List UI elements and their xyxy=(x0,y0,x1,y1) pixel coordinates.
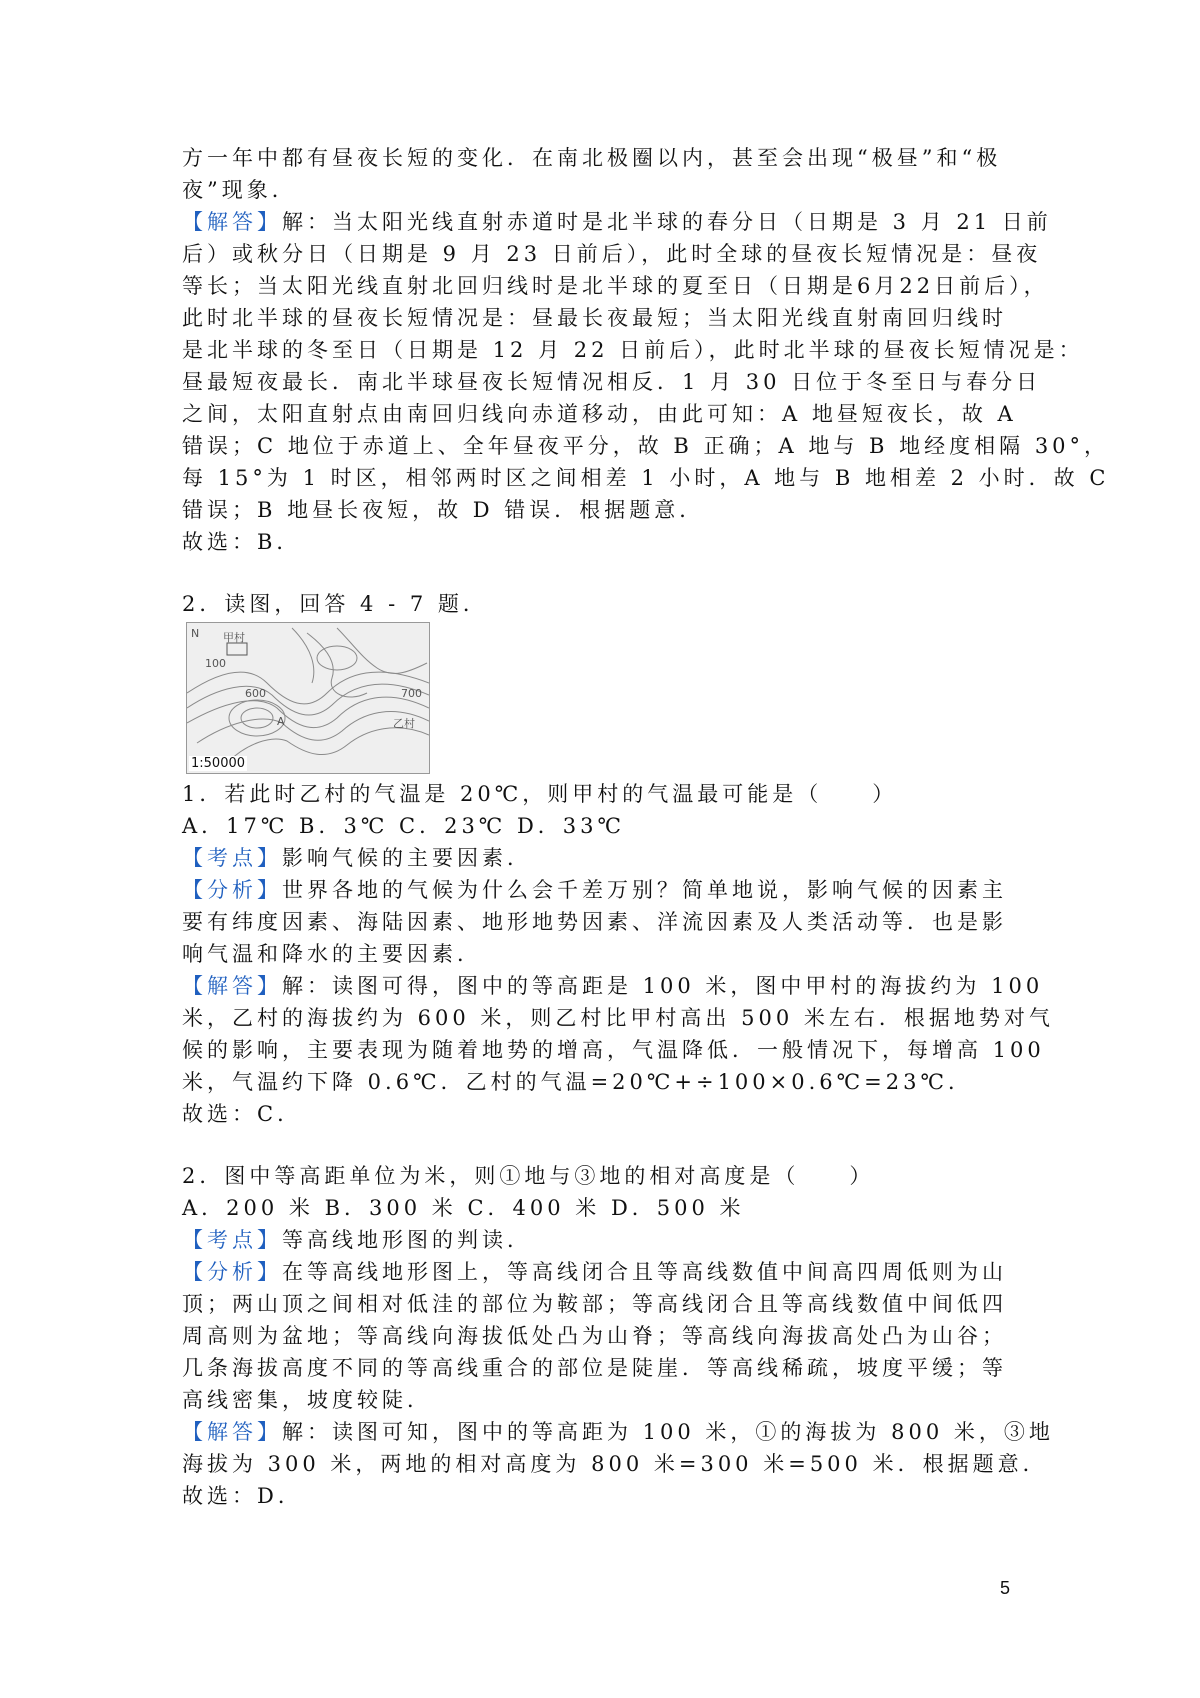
question-options: A．200 米 B．300 米 C．400 米 D．500 米 xyxy=(182,1196,745,1220)
question-group-header: 2．读图，回答 4 - 7 题． xyxy=(182,592,488,616)
answer-line: 故选：C． xyxy=(182,1102,303,1126)
answer-line: 故选：D． xyxy=(182,1484,303,1508)
text-line: 顶；两山顶之间相对低洼的部位为鞍部；等高线闭合且等高线数值中间低四 xyxy=(182,1292,1007,1316)
text-line: 每 15°为 1 时区，相邻两时区之间相差 1 小时，A 地与 B 地相差 2 小时．故 C xyxy=(182,466,1110,490)
text-line: 等长；当太阳光线直射北回归线时是北半球的夏至日（日期是6月22日前后）， xyxy=(182,274,1049,298)
text-line: 候的影响，主要表现为随着地势的增高，气温降低．一般情况下，每增高 100 xyxy=(182,1038,1045,1062)
jieda-line: 【解答】解：读图可得，图中的等高距是 100 米，图中甲村的海拔约为 100 xyxy=(182,974,1044,998)
answer-tag: 【解答】 xyxy=(182,974,282,998)
contour-label: 700 xyxy=(401,687,422,700)
question-stem: 2．图中等高距单位为米，则①地与③地的相对高度是（ ） xyxy=(182,1164,875,1188)
text-line: 高线密集，坡度较陡． xyxy=(182,1388,432,1412)
contour-lines xyxy=(187,623,429,773)
text-line: 【解答】解：当太阳光线直射赤道时是北半球的春分日（日期是 3 月 21 日前 xyxy=(182,210,1052,234)
text-line: 周高则为盆地；等高线向海拔低处凸为山脊；等高线向海拔高处凸为山谷； xyxy=(182,1324,1007,1348)
text-line: 要有纬度因素、海陆因素、地形地势因素、洋流因素及人类活动等．也是影 xyxy=(182,910,1007,934)
text-line: 米，乙村的海拔约为 600 米，则乙村比甲村高出 500 米左右．根据地势对气 xyxy=(182,1006,1054,1030)
text-line: 是北半球的冬至日（日期是 12 月 22 日前后），此时北半球的昼夜长短情况是： xyxy=(182,338,1084,362)
answer-tag: 【解答】 xyxy=(182,1420,282,1444)
text-line: 此时北半球的昼夜长短情况是：昼最长夜最短；当太阳光线直射南回归线时 xyxy=(182,306,1007,330)
fenxi-tag: 【分析】 xyxy=(182,878,282,902)
page-number: 5 xyxy=(1000,1578,1011,1598)
text-line: 昼最短夜最长．南北半球昼夜长短情况相反．1 月 30 日位于冬至日与春分日 xyxy=(182,370,1042,394)
fenxi-tag: 【分析】 xyxy=(182,1260,282,1284)
text-line: 错误；C 地位于赤道上、全年昼夜平分，故 B 正确；A 地与 B 地经度相隔 30°， xyxy=(182,434,1110,458)
kaodian-line: 【考点】影响气候的主要因素． xyxy=(182,846,532,870)
text-line: 夜”现象． xyxy=(182,178,297,202)
text-line: 响气温和降水的主要因素． xyxy=(182,942,482,966)
text-line: 错误；B 地昼长夜短，故 D 错误．根据题意． xyxy=(182,498,705,522)
text-line: 海拔为 300 米，两地的相对高度为 800 米=300 米=500 米．根据题意． xyxy=(182,1452,1048,1476)
question-stem: 1．若此时乙村的气温是 20℃，则甲村的气温最可能是（ ） xyxy=(182,782,898,806)
north-label: N xyxy=(191,627,200,640)
point-label: A xyxy=(277,715,285,728)
text-line: 几条海拔高度不同的等高线重合的部位是陡崖．等高线稀疏，坡度平缓；等 xyxy=(182,1356,1007,1380)
map-scale: 1:50000 xyxy=(191,756,246,771)
answer-line: 故选：B． xyxy=(182,530,302,554)
page-content xyxy=(182,142,1110,1512)
answer-tag: 【解答】 xyxy=(182,210,282,234)
contour-label: 600 xyxy=(245,687,266,700)
fenxi-line: 【分析】世界各地的气候为什么会千差万别？简单地说，影响气候的因素主 xyxy=(182,878,1007,902)
contour-map-figure xyxy=(186,622,430,774)
fenxi-line: 【分析】在等高线地形图上，等高线闭合且等高线数值中间高四周低则为山 xyxy=(182,1260,1007,1284)
contour-label: 100 xyxy=(205,657,226,670)
kaodian-line: 【考点】等高线地形图的判读． xyxy=(182,1228,532,1252)
text-line: 之间，太阳直射点由南回归线向赤道移动，由此可知：A 地昼短夜长，故 A xyxy=(182,402,1017,426)
text-line: 方一年中都有昼夜长短的变化．在南北极圈以内，甚至会出现“极昼”和“极 xyxy=(182,146,1002,170)
village-jia-label: 甲村 xyxy=(223,631,245,644)
jieda-line: 【解答】解：读图可知，图中的等高距为 100 米，①的海拔为 800 米，③地 xyxy=(182,1420,1054,1444)
kaodian-tag: 【考点】 xyxy=(182,846,282,870)
question-options: A．17℃ B．3℃ C．23℃ D．33℃ xyxy=(182,814,626,838)
kaodian-tag: 【考点】 xyxy=(182,1228,282,1252)
text-line: 后）或秋分日（日期是 9 月 23 日前后），此时全球的昼夜长短情况是：昼夜 xyxy=(182,242,1042,266)
text-line: 米，气温约下降 0.6℃．乙村的气温=20℃+÷100×0.6℃=23℃． xyxy=(182,1070,973,1094)
village-yi-label: 乙村 xyxy=(393,717,415,730)
